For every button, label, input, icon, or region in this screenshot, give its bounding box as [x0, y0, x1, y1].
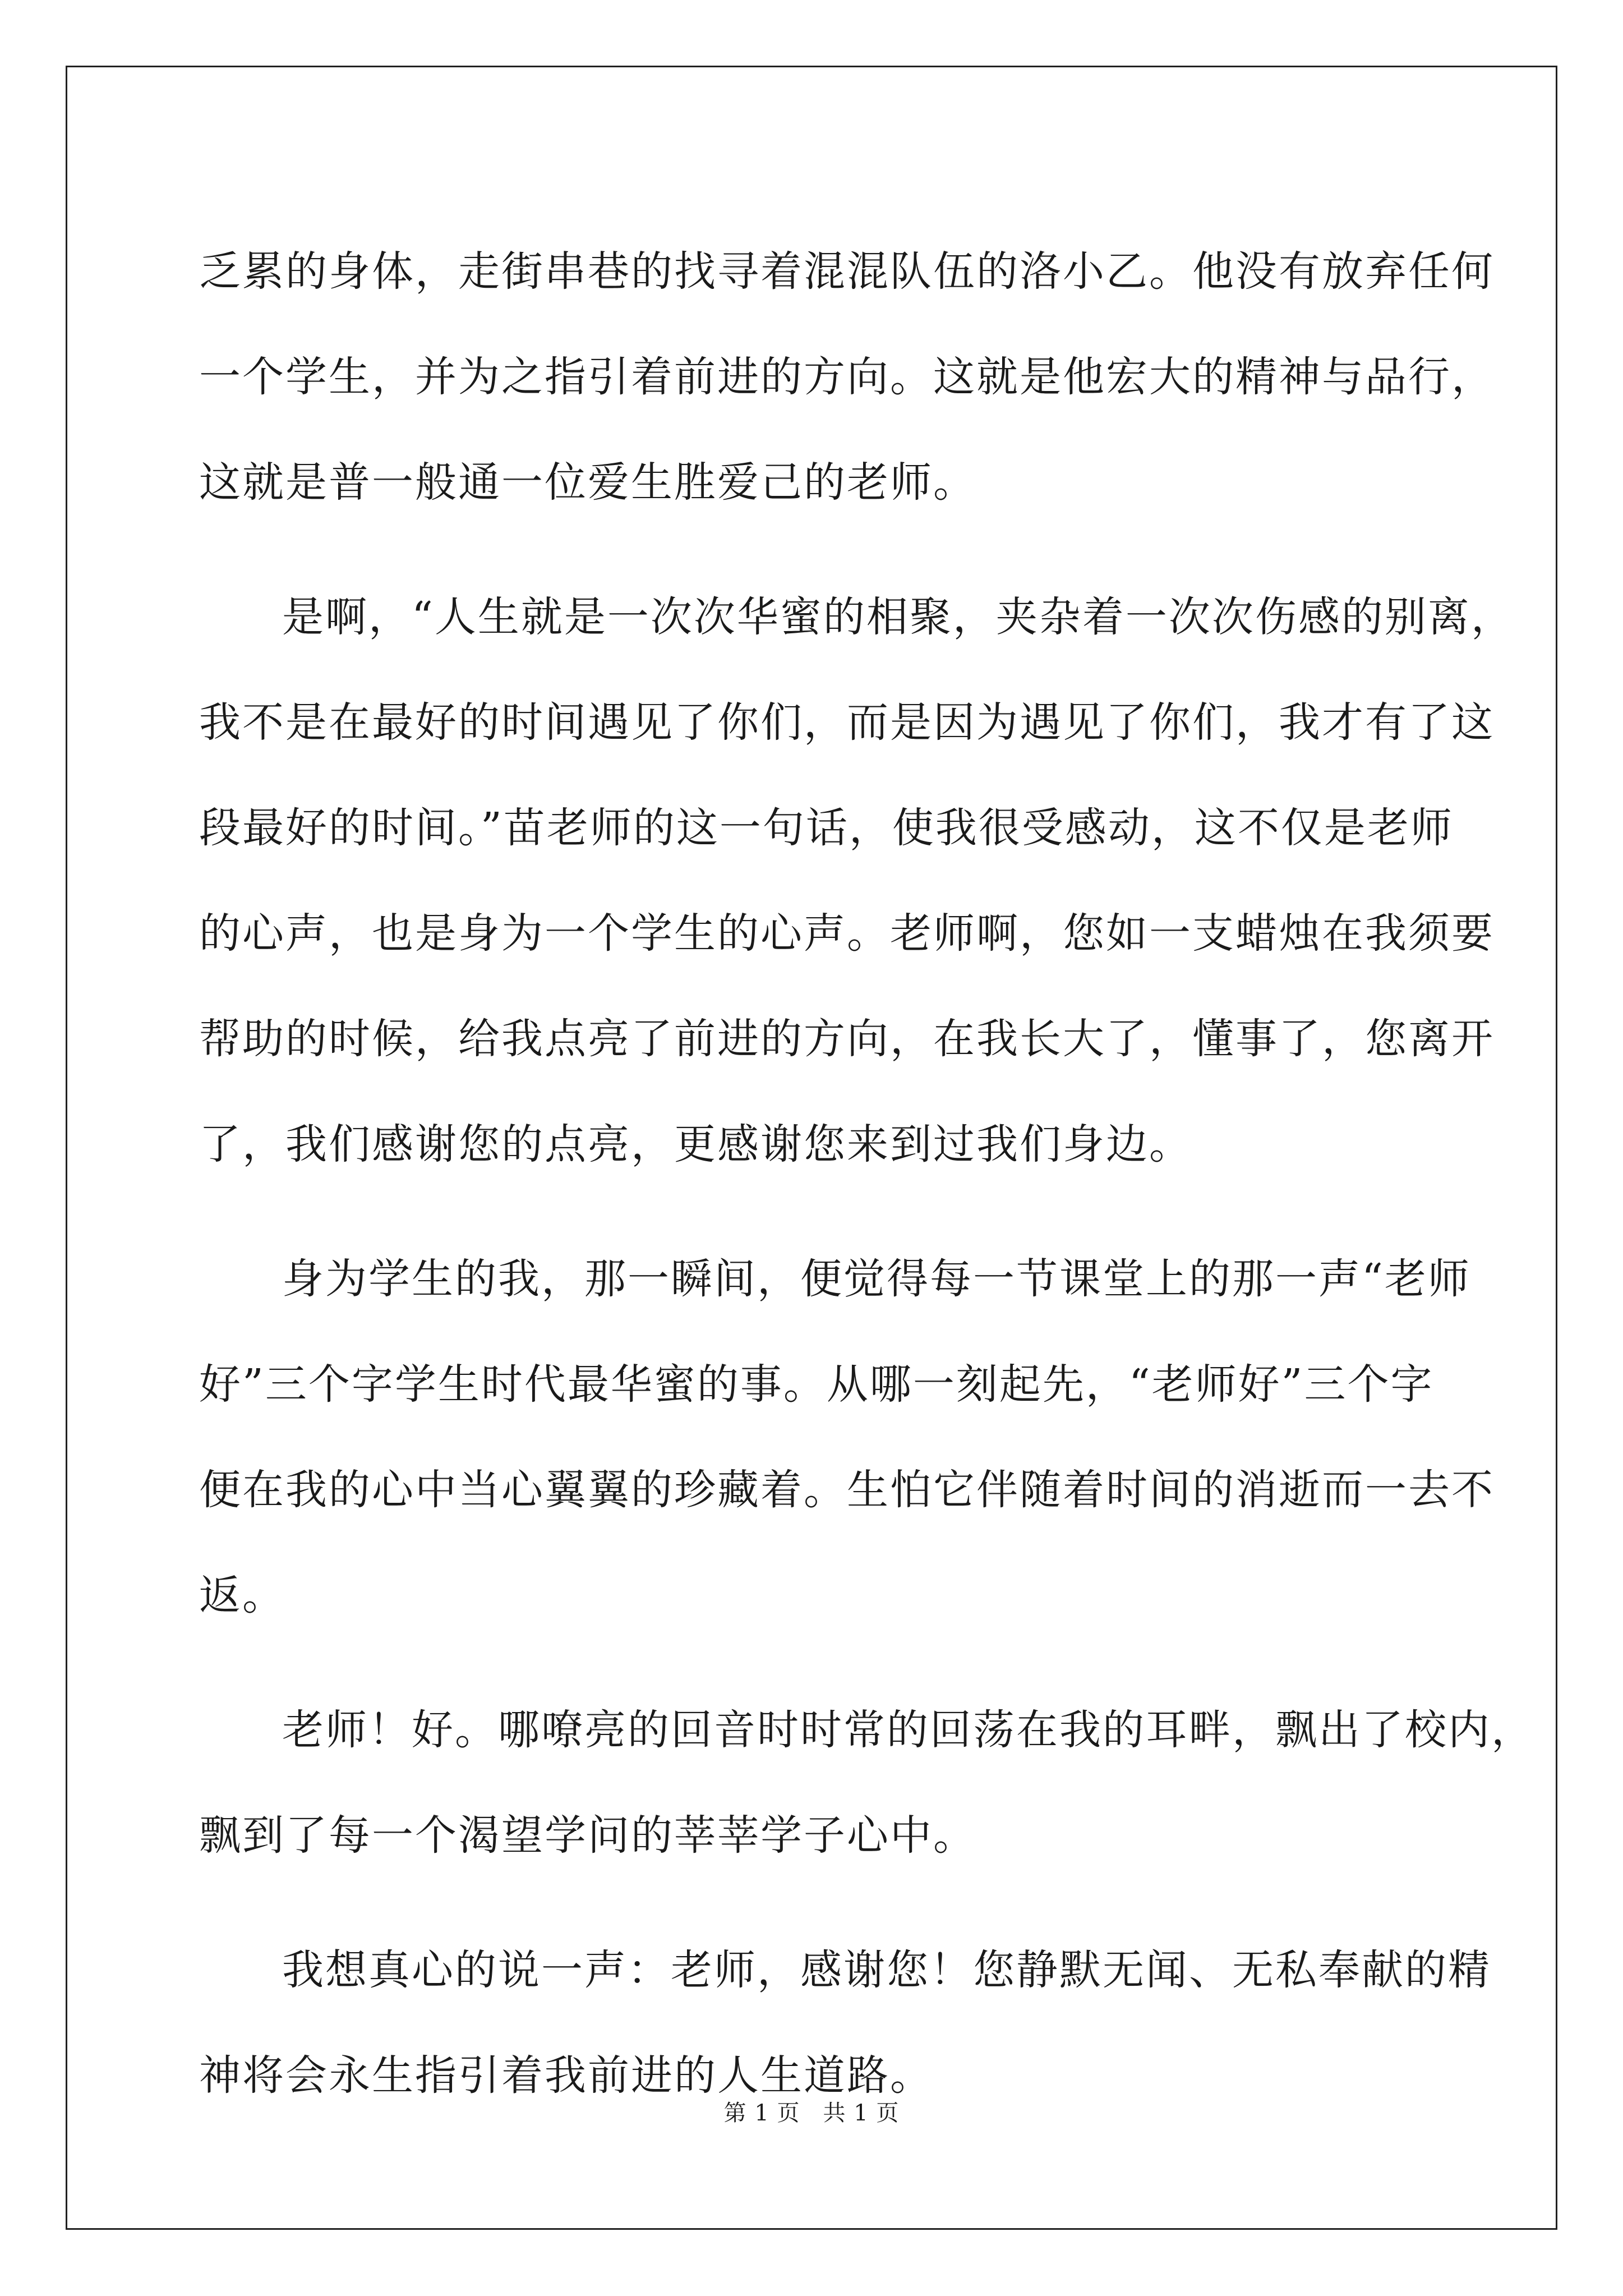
text-line: 返。 — [199, 1571, 285, 1619]
text-line: 我想真心的说一声：老师，感谢您！您静默无闻、无私奉献的精 — [282, 1946, 1491, 1994]
text-line: 了，我们感谢您的点亮，更感谢您来到过我们身边。 — [199, 1120, 1192, 1168]
text-line: 乏累的身体，走街串巷的找寻着混混队伍的洛小乙。他没有放弃任何 — [199, 247, 1495, 296]
text-line: 我不是在最好的时间遇见了你们，而是因为遇见了你们，我才有了这 — [199, 698, 1495, 747]
text-line: 身为学生的我，那一瞬间，便觉得每一节课堂上的那一声“老师 — [282, 1255, 1471, 1303]
text-line: 一个学生，并为之指引着前进的方向。这就是他宏大的精神与品行， — [199, 353, 1495, 401]
text-line: 好”三个字学生时代最华蜜的事。从哪一刻起先，“老师好”三个字 — [199, 1360, 1434, 1409]
text-line: 飘到了每一个渴望学问的莘莘学子心中。 — [199, 1811, 976, 1860]
text-line: 神将会永生指引着我前进的人生道路。 — [199, 2051, 933, 2100]
text-line: 这就是普一般通一位爱生胜爱己的老师。 — [199, 458, 976, 507]
document-body — [199, 219, 1534, 2128]
paragraph-4 — [199, 1677, 1534, 1888]
text-line: 帮助的时候，给我点亮了前进的方向，在我长大了，懂事了，您离开 — [199, 1015, 1495, 1063]
text-line: 段最好的时间。”苗老师的这一句话，使我很受感动，这不仅是老师 — [199, 804, 1454, 852]
paragraph-3 — [199, 1226, 1495, 1648]
text-line: 的心声，也是身为一个学生的心声。老师啊，您如一支蜡烛在我须要 — [199, 909, 1495, 958]
text-line: 老师！好。哪嘹亮的回音时时常的回荡在我的耳畔，飘出了校内， — [282, 1706, 1534, 1754]
paragraph-1 — [199, 219, 1495, 535]
page-number-footer: 第 1 页 共 1 页 — [723, 2100, 900, 2126]
paragraph-2 — [199, 564, 1514, 1197]
text-line: 是啊，“人生就是一次次华蜜的相聚，夹杂着一次次伤感的别离， — [282, 593, 1514, 641]
text-line: 便在我的心中当心翼翼的珍藏着。生怕它伴随着时间的消逝而一去不 — [199, 1466, 1495, 1514]
